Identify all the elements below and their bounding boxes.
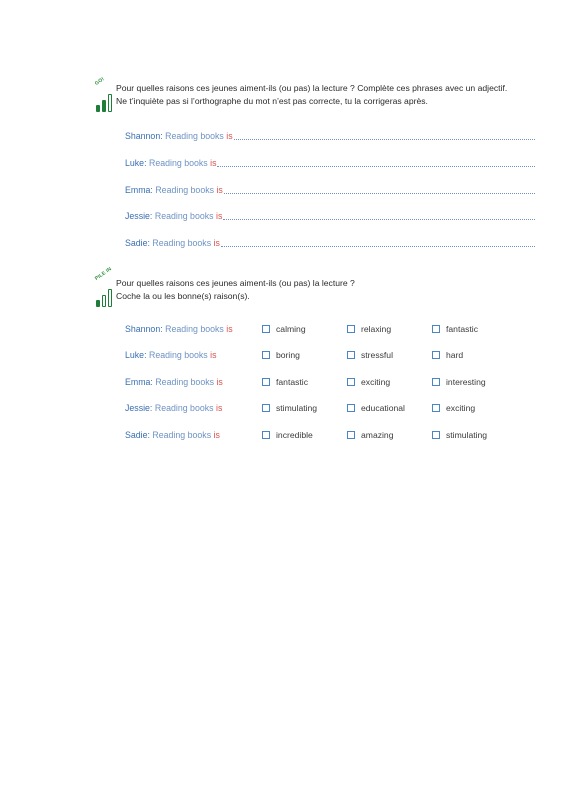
- verb-is: is: [215, 211, 223, 222]
- checkbox-option[interactable]: [347, 348, 393, 362]
- checkbox-row: [125, 375, 535, 389]
- checkbox[interactable]: [432, 351, 440, 359]
- sentence-stem: Reading books: [155, 376, 215, 387]
- option-label: exciting: [446, 403, 476, 414]
- option-label: educational: [361, 403, 405, 414]
- sentence-stem: Reading books: [165, 131, 224, 141]
- verb-is: is: [216, 184, 223, 195]
- verb-is: is: [226, 324, 233, 334]
- instruction-text: [116, 82, 546, 108]
- fill-in-row: [125, 183, 535, 197]
- checkbox[interactable]: [262, 351, 270, 359]
- checkbox-row: [125, 348, 535, 362]
- verb-is: is: [210, 350, 217, 361]
- checkbox-option[interactable]: [432, 375, 486, 389]
- checkbox-option[interactable]: [262, 348, 300, 362]
- fill-in-row: [125, 236, 535, 250]
- sentence-stem: Reading books: [165, 324, 224, 334]
- option-label: fantastic: [446, 324, 479, 334]
- checkbox[interactable]: [347, 404, 355, 412]
- instruction-text: [116, 277, 546, 303]
- checkbox-option[interactable]: [347, 401, 405, 415]
- sentence-stem: Reading books: [148, 157, 208, 168]
- student-name: Emma:: [125, 376, 153, 387]
- verb-is: is: [210, 157, 217, 168]
- row-label: [125, 401, 222, 415]
- row-label: [125, 348, 216, 362]
- verb-is: is: [226, 131, 233, 141]
- row-label: [125, 322, 233, 336]
- student-name: Sadie:: [125, 429, 150, 440]
- badge-label: PILE IN: [94, 266, 113, 282]
- badge-label: GO!: [94, 76, 106, 87]
- answer-line[interactable]: [224, 192, 535, 194]
- option-label: calming: [276, 324, 306, 334]
- instruction-line: Coche la ou les bonne(s) raison(s).: [116, 291, 250, 301]
- student-name: Shannon:: [125, 324, 163, 334]
- checkbox[interactable]: [432, 325, 440, 333]
- option-label: incredible: [276, 429, 313, 440]
- fill-in-row: [125, 209, 535, 223]
- option-label: exciting: [361, 376, 391, 387]
- signal-bars-icon: [96, 92, 114, 112]
- sentence-stem: Reading books: [148, 350, 208, 361]
- student-name: Emma:: [125, 184, 153, 195]
- option-label: stimulating: [276, 403, 318, 414]
- verb-is: is: [213, 238, 220, 249]
- option-label: stressful: [361, 350, 393, 361]
- checkbox-row: [125, 428, 535, 442]
- fill-in-row: [125, 129, 535, 143]
- student-name: Luke:: [125, 157, 147, 168]
- sentence-stem: Reading books: [154, 403, 214, 414]
- instruction-line: Pour quelles raisons ces jeunes aiment-ils (ou pas) la lecture ?: [116, 278, 355, 288]
- checkbox-row: [125, 322, 535, 336]
- checkbox[interactable]: [432, 378, 440, 386]
- checkbox-row: [125, 401, 535, 415]
- checkbox-option[interactable]: [432, 428, 487, 442]
- student-name: Luke:: [125, 350, 147, 361]
- signal-bars-icon: [96, 287, 114, 307]
- row-label: [125, 428, 220, 442]
- fill-in-list: [125, 129, 535, 263]
- student-name: Jessie:: [125, 211, 153, 222]
- answer-line[interactable]: [234, 138, 535, 140]
- checkbox[interactable]: [347, 378, 355, 386]
- checkbox-option[interactable]: [432, 401, 475, 415]
- checkbox[interactable]: [262, 325, 270, 333]
- option-label: interesting: [446, 376, 486, 387]
- checkbox[interactable]: [432, 404, 440, 412]
- checkbox-option[interactable]: [347, 322, 391, 336]
- instruction-line: Ne t’inquiète pas si l’orthographe du mot n’est pas correcte, tu la corrigeras après.: [116, 96, 428, 106]
- answer-line[interactable]: [217, 165, 535, 167]
- option-label: boring: [276, 350, 300, 361]
- fill-in-row: [125, 156, 535, 170]
- checkbox[interactable]: [347, 351, 355, 359]
- option-label: stimulating: [446, 429, 488, 440]
- checkbox-list: [125, 322, 535, 454]
- checkbox[interactable]: [262, 378, 270, 386]
- option-label: fantastic: [276, 376, 309, 387]
- checkbox[interactable]: [432, 431, 440, 439]
- option-label: relaxing: [361, 324, 392, 334]
- checkbox-option[interactable]: [262, 401, 317, 415]
- sentence-stem: Reading books: [152, 238, 212, 249]
- checkbox-option[interactable]: [347, 375, 390, 389]
- verb-is: is: [213, 429, 220, 440]
- checkbox-option[interactable]: [432, 348, 463, 362]
- verb-is: is: [216, 376, 223, 387]
- checkbox[interactable]: [262, 404, 270, 412]
- row-label: [125, 375, 223, 389]
- instruction-line: Pour quelles raisons ces jeunes aiment-ils (ou pas) la lecture ? Complète ces phrases avec un adjectif.: [116, 83, 508, 93]
- sentence-stem: Reading books: [152, 429, 212, 440]
- checkbox[interactable]: [262, 431, 270, 439]
- checkbox-option[interactable]: [262, 322, 306, 336]
- answer-line[interactable]: [221, 245, 535, 247]
- option-label: amazing: [361, 429, 394, 440]
- checkbox-option[interactable]: [262, 428, 313, 442]
- student-name: Shannon:: [125, 131, 163, 141]
- verb-is: is: [215, 403, 223, 414]
- option-label: hard: [446, 350, 464, 361]
- checkbox[interactable]: [347, 325, 355, 333]
- answer-line[interactable]: [223, 218, 535, 220]
- checkbox[interactable]: [347, 431, 355, 439]
- checkbox-option[interactable]: [432, 322, 478, 336]
- sentence-stem: Reading books: [154, 211, 214, 222]
- checkbox-option[interactable]: [262, 375, 308, 389]
- student-name: Jessie:: [125, 403, 153, 414]
- student-name: Sadie:: [125, 238, 150, 249]
- checkbox-option[interactable]: [347, 428, 393, 442]
- sentence-stem: Reading books: [155, 184, 215, 195]
